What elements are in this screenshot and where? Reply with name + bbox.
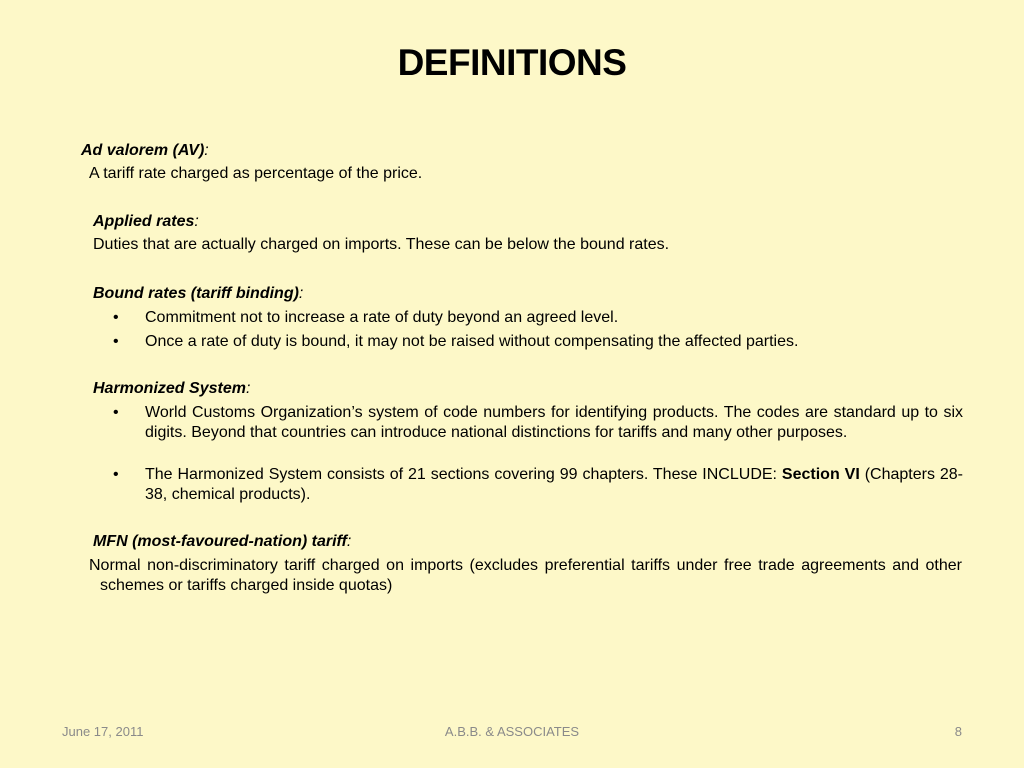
definition-mfn-text: Normal non-discriminatory tariff charged on imports (excludes preferential tariffs under free trade agreements and other schemes or tariffs charged inside quotas)	[89, 557, 962, 594]
bullet-text: World Customs Organization’s system of code numbers for identifying products. The codes are standard up to six digits. Beyond that countries can introduce national distinctions for tariffs and many other purposes.	[145, 404, 963, 441]
bullet-icon: •	[113, 333, 119, 350]
definition-applied-rates: Duties that are actually charged on imports. These can be below the bound rates.	[93, 236, 670, 253]
bullet-text-part: The Harmonized System consists of 21 sections covering 99 chapters. These INCLUDE:	[145, 466, 782, 483]
bullet-text: Commitment not to increase a rate of duty beyond an agreed level.	[145, 309, 619, 326]
footer-date: June 17, 2011	[62, 724, 144, 739]
list-item	[113, 403, 963, 463]
bullet-icon: •	[113, 404, 119, 421]
term-colon: :	[194, 213, 199, 230]
term-ad-valorem	[81, 141, 209, 161]
bullet-text	[145, 465, 963, 504]
slide-number: 8	[954, 724, 962, 739]
term-mfn-tariff	[93, 532, 351, 552]
section-vi-emphasis: Section VI	[781, 466, 860, 483]
term-ad-valorem-label: Ad valorem (AV)	[81, 142, 205, 159]
footer-company: A.B.B. & ASSOCIATES	[444, 724, 580, 739]
term-bound-rates-label: Bound rates (tariff binding)	[93, 285, 299, 302]
list-item	[113, 308, 963, 328]
list-item	[113, 332, 963, 352]
bullet-icon: •	[113, 309, 119, 326]
term-applied-rates	[93, 212, 199, 232]
list-item	[113, 465, 963, 505]
definition-ad-valorem: A tariff rate charged as percentage of the price.	[89, 165, 423, 182]
term-applied-rates-label: Applied rates	[93, 213, 195, 230]
term-colon: :	[298, 285, 304, 302]
term-colon: :	[204, 142, 209, 159]
term-colon: :	[245, 380, 251, 397]
term-harmonized-system-label: Harmonized System	[93, 380, 246, 397]
term-bound-rates	[93, 284, 303, 304]
bullet-icon: •	[113, 466, 119, 483]
term-colon: :	[346, 533, 352, 550]
bullet-text: Once a rate of duty is bound, it may not be raised without compensating the affected parties.	[145, 333, 799, 350]
term-mfn-tariff-label: MFN (most-favoured-nation) tariff	[93, 533, 347, 550]
definition-mfn-tariff	[89, 556, 962, 595]
slide-title: DEFINITIONS	[397, 42, 627, 83]
bullet-text-part: (Chapters 28-38, chemical products).	[145, 466, 964, 503]
term-harmonized-system	[93, 379, 250, 399]
